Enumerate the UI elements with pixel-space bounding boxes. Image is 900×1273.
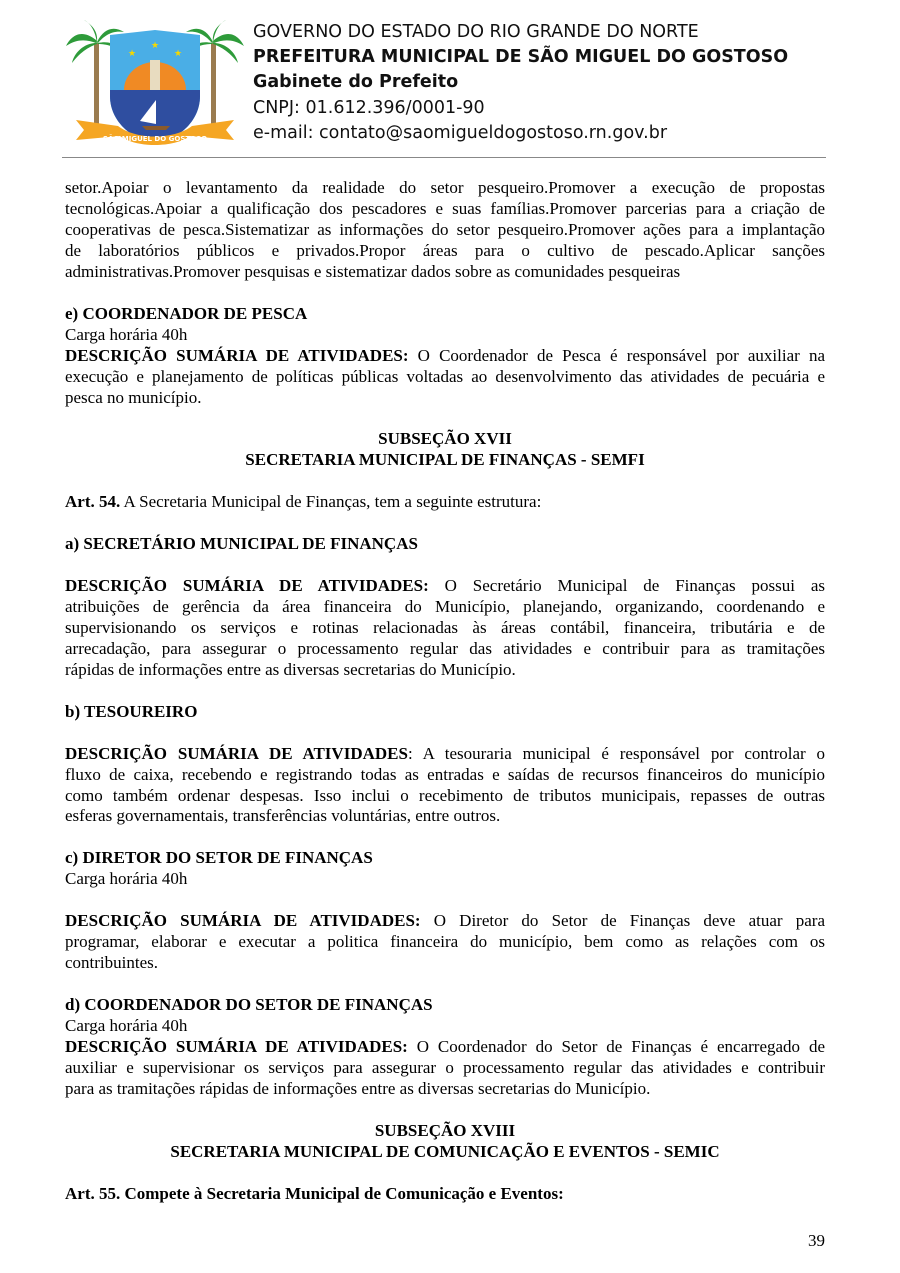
description-c	[65, 911, 825, 974]
section-heading-c: c) DIRETOR DO SETOR DE FINANÇAS	[65, 848, 373, 868]
description-label: DESCRIÇÃO SUMÁRIA DE ATIVIDADES:	[65, 1036, 408, 1056]
subsection-title: SUBSEÇÃO XVII	[378, 429, 512, 449]
document-body	[65, 178, 825, 1205]
page-number: 39	[808, 1231, 825, 1250]
text-line: administrativas.Promover pesquisas e sistematizar dados sobre as comunidades pesqueiras	[65, 261, 681, 281]
description-label: DESCRIÇÃO SUMÁRIA DE ATIVIDADES:	[65, 576, 429, 596]
text-line: como também ordenar despesas. Isso inclui o recebimento de tributos municipais, repasses de outras	[65, 785, 825, 805]
workload: Carga horária 40h	[65, 1015, 188, 1035]
text-line: para as tramitações rápidas de informações entre as diversas secretarias do Município.	[65, 1078, 651, 1098]
text-line: O Coordenador do Setor de Finanças é encarregado de	[407, 1036, 825, 1056]
text-line: rápidas de informações entre as diversas secretarias do Município.	[65, 659, 516, 679]
section-heading-a: a) SECRETÁRIO MUNICIPAL DE FINANÇAS	[65, 534, 418, 554]
text-line: programar, elaborar e executar a politica financeira do município, bem como as relações com os	[65, 932, 825, 952]
subsection-name: SECRETARIA MUNICIPAL DE COMUNICAÇÃO E EVENTOS - SEMIC	[170, 1141, 720, 1161]
description-label: DESCRIÇÃO SUMÁRIA DE ATIVIDADES	[65, 743, 408, 763]
description-d	[65, 1037, 825, 1100]
description-b	[65, 744, 825, 828]
workload: Carga horária 40h	[65, 324, 188, 344]
text-line: O Secretário Municipal de Finanças possui as	[428, 576, 825, 596]
text-line: tecnológicas.Apoiar a qualificação dos pescadores e suas famílias.Promover parcerias para a criação de	[65, 198, 825, 218]
logo-text: SÃO MIGUEL DO GOSTOSO	[102, 135, 208, 143]
text-line: auxiliar e supervisionar os serviços para assegurar o processamento regular das atividades e contribuir	[65, 1057, 825, 1077]
section-heading-d: d) COORDENADOR DO SETOR DE FINANÇAS	[65, 995, 433, 1015]
description-label: DESCRIÇÃO SUMÁRIA DE ATIVIDADES:	[65, 345, 409, 365]
text-line: supervisionando os serviços e rotinas relacionadas às áreas contábil, financeira, tributária e de	[65, 617, 825, 637]
text-line: O Coordenador de Pesca é responsável por auxiliar na	[408, 345, 825, 365]
svg-text:★: ★	[151, 40, 160, 50]
description-e	[65, 346, 825, 409]
section-heading-e: e) COORDENADOR DE PESCA	[65, 303, 308, 323]
svg-text:★: ★	[174, 48, 183, 58]
letterhead	[253, 20, 788, 146]
text-line: cooperativas de pesca.Sistematizar as informações do setor pesqueiro.Promover ações para a implantação	[65, 219, 825, 239]
paragraph-fishing-duties	[65, 178, 825, 283]
text-line: arrecadação, para assegurar o processamento regular das atividades e contribuir para as tramitações	[65, 638, 825, 658]
government-name: GOVERNO DO ESTADO DO RIO GRANDE DO NORTE	[253, 22, 699, 42]
text-line: de laboratórios públicos e privados.Propor áreas para o cultivo de pescado.Aplicar sanções	[65, 240, 825, 260]
subsection-name: SECRETARIA MUNICIPAL DE FINANÇAS - SEMFI	[245, 450, 645, 470]
municipal-coat-of-arms-logo	[66, 18, 244, 150]
text-line: atribuições de gerência da área financeira do Município, planejando, organizando, coordenando e	[65, 596, 825, 616]
article-text: A Secretaria Municipal de Finanças, tem a seguinte estrutura:	[120, 492, 542, 512]
text-line: : A tesouraria municipal é responsável por controlar o	[407, 743, 826, 763]
prefecture-name: PREFEITURA MUNICIPAL DE SÃO MIGUEL DO GOSTOSO	[253, 47, 789, 68]
text-line: fluxo de caixa, recebendo e registrando todas as entradas e saídas de recursos financeiros do município	[65, 764, 825, 784]
description-a	[65, 576, 825, 681]
article-54	[65, 492, 825, 513]
svg-text:★: ★	[128, 48, 137, 58]
article-55: Art. 55. Compete à Secretaria Municipal de Comunicação e Eventos:	[65, 1183, 564, 1203]
section-heading-b: b) TESOUREIRO	[65, 701, 198, 721]
subsection-title: SUBSEÇÃO XVIII	[374, 1120, 516, 1140]
cnpj: CNPJ: 01.612.396/0001-90	[253, 97, 485, 118]
description-label: DESCRIÇÃO SUMÁRIA DE ATIVIDADES:	[65, 911, 421, 931]
header-divider	[62, 157, 826, 158]
text-line: pesca no município.	[65, 387, 202, 407]
office-name: Gabinete do Prefeito	[253, 72, 459, 93]
article-number: Art. 54.	[65, 492, 121, 512]
text-line: setor.Apoiar o levantamento da realidade do setor pesqueiro.Promover a execução de propostas	[65, 178, 825, 197]
text-line: O Diretor do Setor de Finanças deve atuar para	[420, 911, 825, 931]
email: e-mail: contato@saomigueldogostoso.rn.gov.br	[253, 122, 668, 143]
text-line: contribuintes.	[65, 953, 159, 973]
text-line: execução e planejamento de políticas públicas voltadas ao desenvolvimento das atividades de pecuária e	[65, 366, 825, 386]
workload: Carga horária 40h	[65, 869, 188, 889]
text-line: esferas governamentais, transferências voluntárias, entre outros.	[65, 806, 501, 826]
